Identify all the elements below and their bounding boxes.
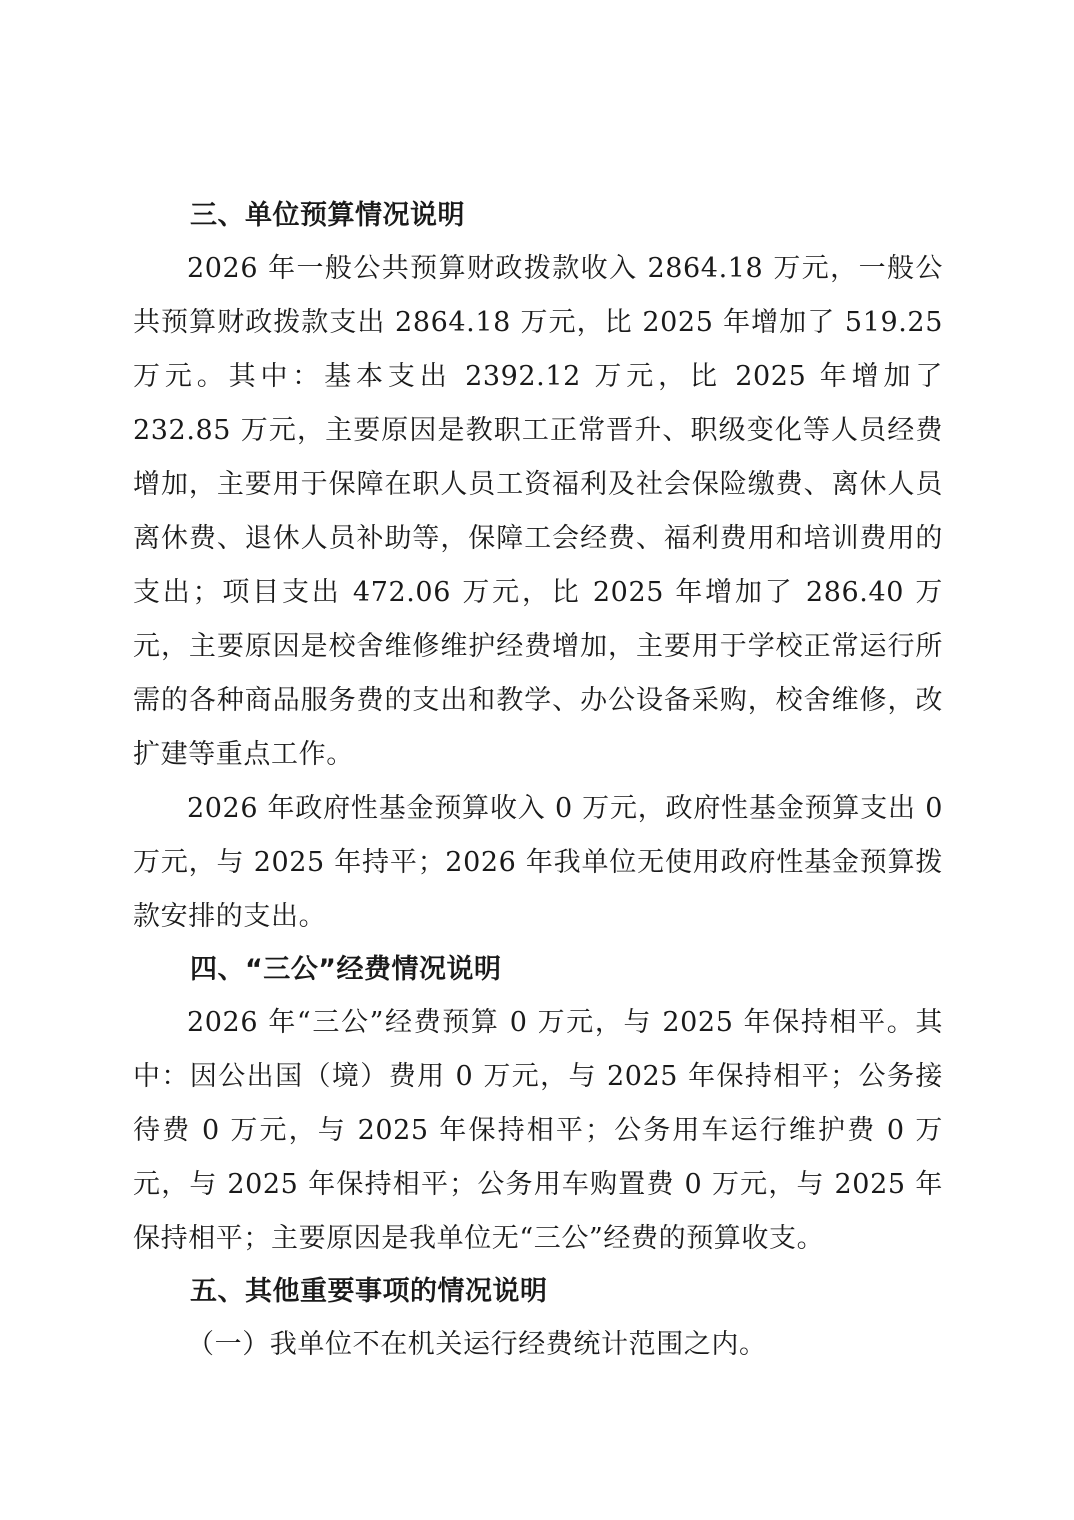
paragraph-government-fund: 2026 年政府性基金预算收入 0 万元，政府性基金预算支出 0 万元，与 2025 年持平；2026 年我单位无使用政府性基金预算拨款安排的支出。 <box>133 793 943 932</box>
paragraph-general-budget: 2026 年一般公共预算财政拨款收入 2864.18 万元，一般公共预算财政拨款支出 2864.18 万元，比 2025 年增加了 519.25 万元。其中：基本支出 2392.12 万元，比 2025 年增加了 232.85 万元，主要原因是教职工正常晋升、职级变化等人员经费增加，主要用于保障在职人员工资福利及社会保险缴费、离休人员离休费、退休人员补助等，保障工会经费、福利费用和培训费用的支出；项目支出 472.06 万元，比 2025 年增加了 286.40 万元，主要原因是校舍维修维护经费增加，主要用于学校正常运行所需的各种商品服务费的支出和教学、办公设备采购，校舍维修，改扩建等重点工作。 <box>133 253 943 770</box>
paragraph-operating-funds: （一）我单位不在机关运行经费统计范围之内。 <box>187 1329 767 1360</box>
paragraph-three-public-expenses: 2026 年“三公”经费预算 0 万元，与 2025 年保持相平。其中：因公出国（境）费用 0 万元，与 2025 年保持相平；公务接待费 0 万元，与 2025 年保持相平；公务用车运行维护费 0 万元，与 2025 年保持相平；公务用车购置费 0 万元，与 2025 年保持相平；主要原因是我单位无“三公”经费的预算收支。 <box>133 1007 943 1254</box>
section-heading-three-public: 四、“三公”经费情况说明 <box>190 954 502 985</box>
document-body <box>133 190 943 1372</box>
section-heading-other-matters: 五、其他重要事项的情况说明 <box>190 1276 548 1307</box>
section-heading-unit-budget: 三、单位预算情况说明 <box>190 200 465 231</box>
